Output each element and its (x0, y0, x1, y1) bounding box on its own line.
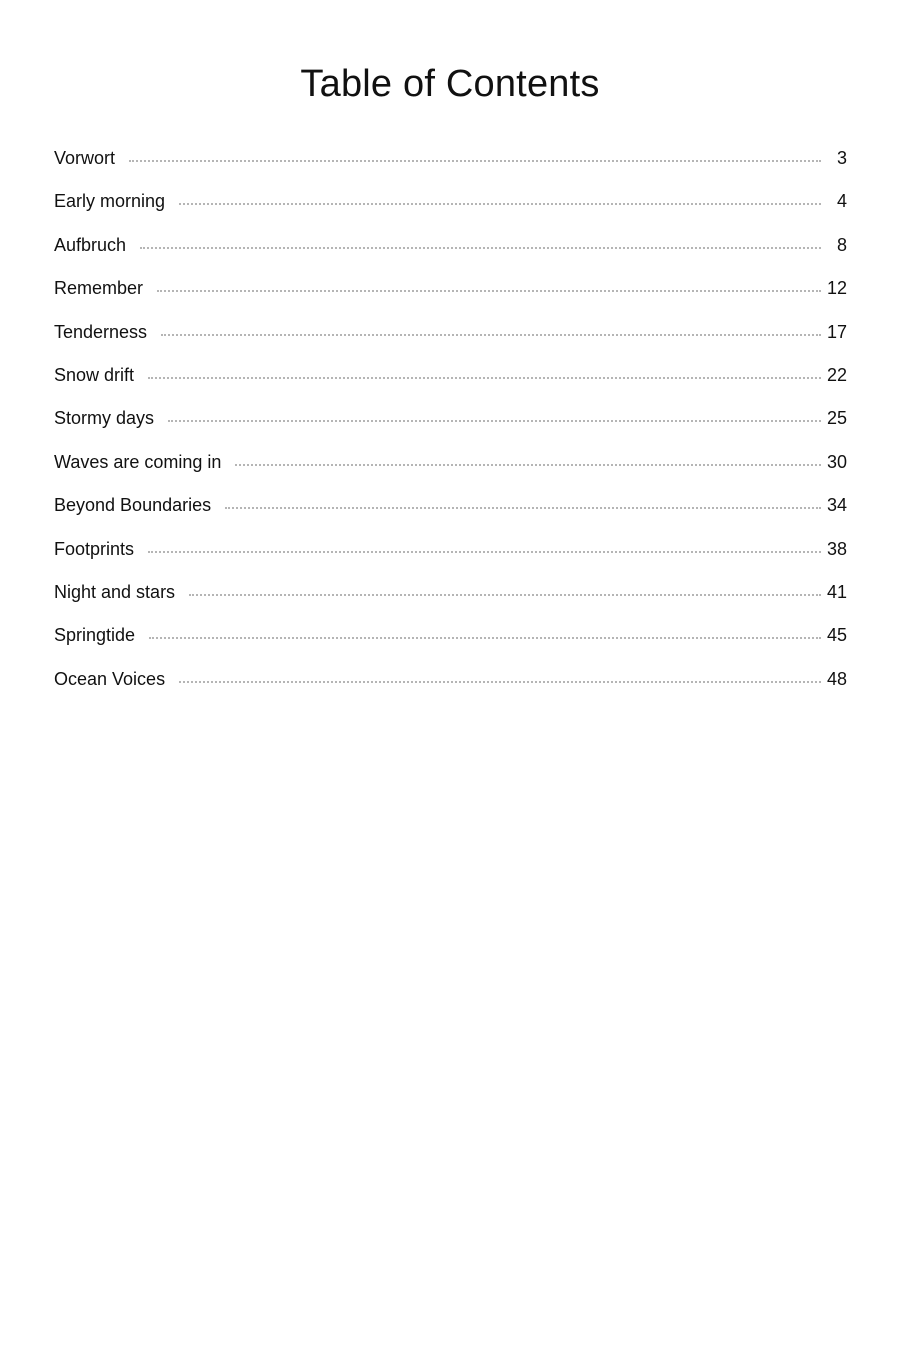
toc-entry[interactable] (54, 142, 847, 185)
dot-leader (157, 290, 821, 292)
toc-entry-title: Beyond Boundaries (54, 495, 212, 516)
toc-entry-title: Ocean Voices (54, 668, 166, 689)
toc-entry-page-number: 22 (826, 364, 847, 385)
toc-entry-page-number: 34 (826, 495, 847, 516)
page-title: Table of Contents (300, 63, 600, 105)
toc-entry-title: Springtide (54, 625, 136, 646)
toc-entry-page-number: 48 (826, 668, 847, 689)
toc-entry-title: Waves are coming in (54, 451, 222, 472)
toc-entry-page-number: 12 (826, 278, 847, 299)
dot-leader (161, 334, 821, 336)
toc-entry[interactable] (54, 316, 847, 359)
dot-leader (168, 420, 821, 422)
toc-entry-title: Aufbruch (54, 234, 127, 255)
toc-entry-title: Tenderness (54, 321, 148, 342)
toc-entry[interactable] (54, 402, 847, 445)
toc-entry-page-number: 8 (836, 234, 847, 255)
dot-leader (148, 551, 821, 553)
toc-entry-page-number: 25 (826, 408, 847, 429)
toc-entry[interactable] (54, 446, 847, 489)
toc-entry-title: Footprints (54, 538, 135, 559)
dot-leader (189, 594, 821, 596)
dot-leader (149, 637, 821, 639)
toc-entry-title: Early morning (54, 191, 166, 212)
toc-entry-page-number: 45 (826, 625, 847, 646)
toc-entry-page-number: 41 (826, 581, 847, 602)
toc-entry[interactable] (54, 185, 847, 228)
toc-entry[interactable] (54, 359, 847, 402)
dot-leader (225, 507, 821, 509)
toc-entry[interactable] (54, 533, 847, 576)
toc-entry[interactable] (54, 272, 847, 315)
toc-entry[interactable] (54, 663, 847, 706)
toc-entry-page-number: 3 (836, 148, 847, 168)
toc-entry-page-number: 38 (826, 538, 847, 559)
toc-entry[interactable] (54, 489, 847, 532)
toc-entry-title: Remember (54, 278, 144, 299)
dot-leader (129, 160, 821, 162)
toc-entry[interactable] (54, 619, 847, 662)
toc-entry-title: Snow drift (54, 364, 135, 385)
dot-leader (148, 377, 821, 379)
toc-entry-page-number: 30 (826, 451, 847, 472)
toc-entry-title: Stormy days (54, 408, 155, 429)
toc-entry-title: Night and stars (54, 581, 176, 602)
toc-entry[interactable] (54, 229, 847, 272)
toc-entry-title: Vorwort (54, 148, 116, 168)
dot-leader (179, 203, 821, 205)
dot-leader (179, 681, 821, 683)
toc-entry-page-number: 17 (826, 321, 847, 342)
dot-leader (140, 247, 821, 249)
table-of-contents (54, 142, 847, 706)
dot-leader (235, 464, 821, 466)
toc-entry[interactable] (54, 576, 847, 619)
toc-entry-page-number: 4 (836, 191, 847, 212)
